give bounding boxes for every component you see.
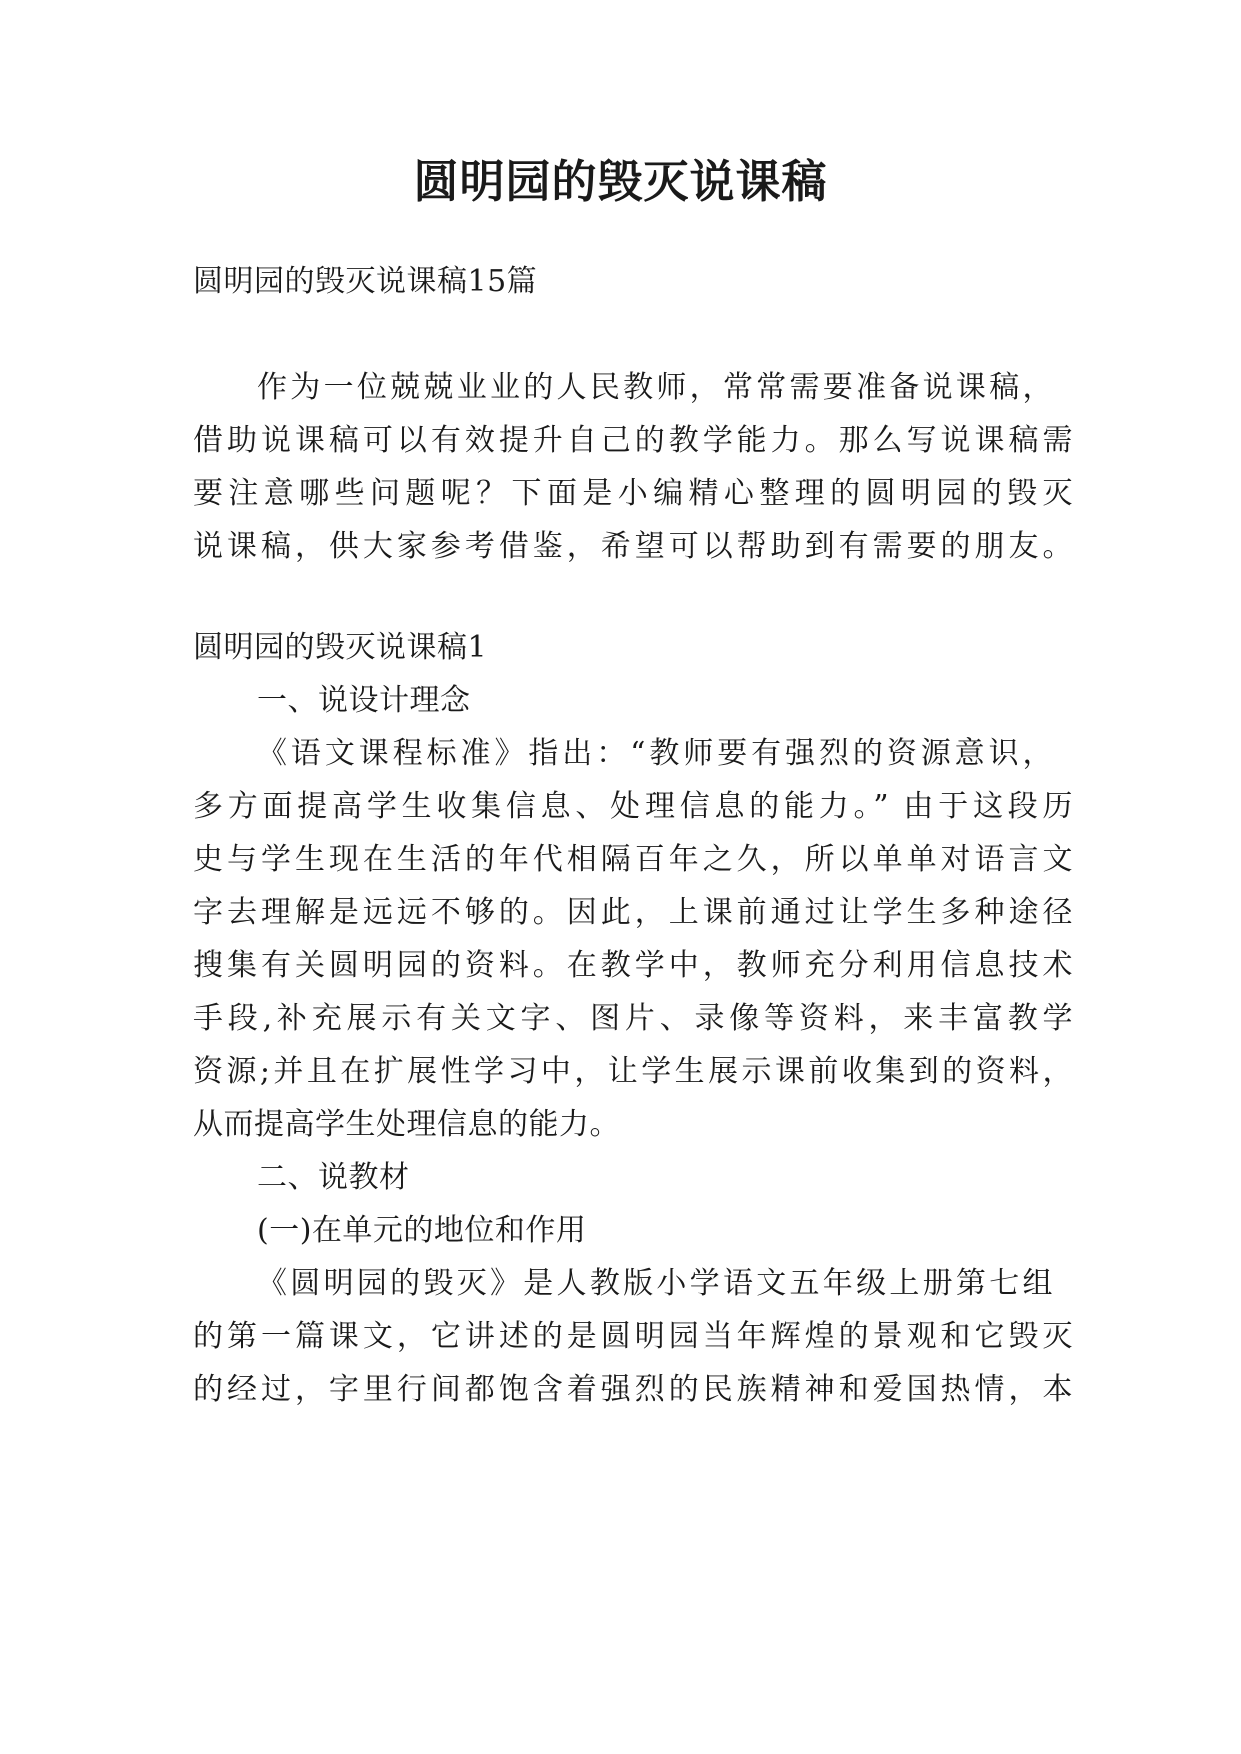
paragraph-line: 资源;并且在扩展性学习中，让学生展示课前收集到的资料， [193,1054,1073,1089]
paragraph-line: 从而提高学生处理信息的能力。 [193,1107,620,1142]
intro-line: 借助说课稿可以有效提升自己的教学能力。那么写说课稿需 [193,423,1073,458]
paragraph-line: 字去理解是远远不够的。因此，上课前通过让学生多种途径 [193,895,1073,930]
section-title: 圆明园的毁灭说课稿1 [193,630,488,665]
heading-textbook: 二、说教材 [257,1160,410,1195]
subheading-unit-role: (一)在单元的地位和作用 [257,1213,587,1248]
paragraph-line: 《语文课程标准》指出：“教师要有强烈的资源意识， [257,736,1053,771]
paragraph-line: 多方面提高学生收集信息、处理信息的能力。” 由于这段历 [193,789,1073,824]
paragraph-line: 的经过，字里行间都饱含着强烈的民族精神和爱国热情，本 [193,1372,1073,1407]
heading-design-concept: 一、说设计理念 [257,683,471,718]
paragraph-line: 搜集有关圆明园的资料。在教学中，教师充分利用信息技术 [193,948,1073,983]
intro-line: 要注意哪些问题呢？下面是小编精心整理的圆明园的毁灭 [193,476,1073,511]
intro-line: 说课稿，供大家参考借鉴，希望可以帮助到有需要的朋友。 [193,529,1073,564]
intro-line: 作为一位兢兢业业的人民教师，常常需要准备说课稿， [257,370,1053,405]
paragraph-line: 的第一篇课文，它讲述的是圆明园当年辉煌的景观和它毁灭 [193,1319,1073,1354]
document-title: 圆明园的毁灭说课稿 [413,155,828,208]
paragraph-line: 手段,补充展示有关文字、图片、录像等资料，来丰富教学 [193,1001,1073,1036]
paragraph-line: 《圆明园的毁灭》是人教版小学语文五年级上册第七组 [257,1266,1053,1301]
paragraph-line: 史与学生现在生活的年代相隔百年之久，所以单单对语言文 [193,842,1073,877]
document-subtitle: 圆明园的毁灭说课稿15篇 [193,264,538,299]
